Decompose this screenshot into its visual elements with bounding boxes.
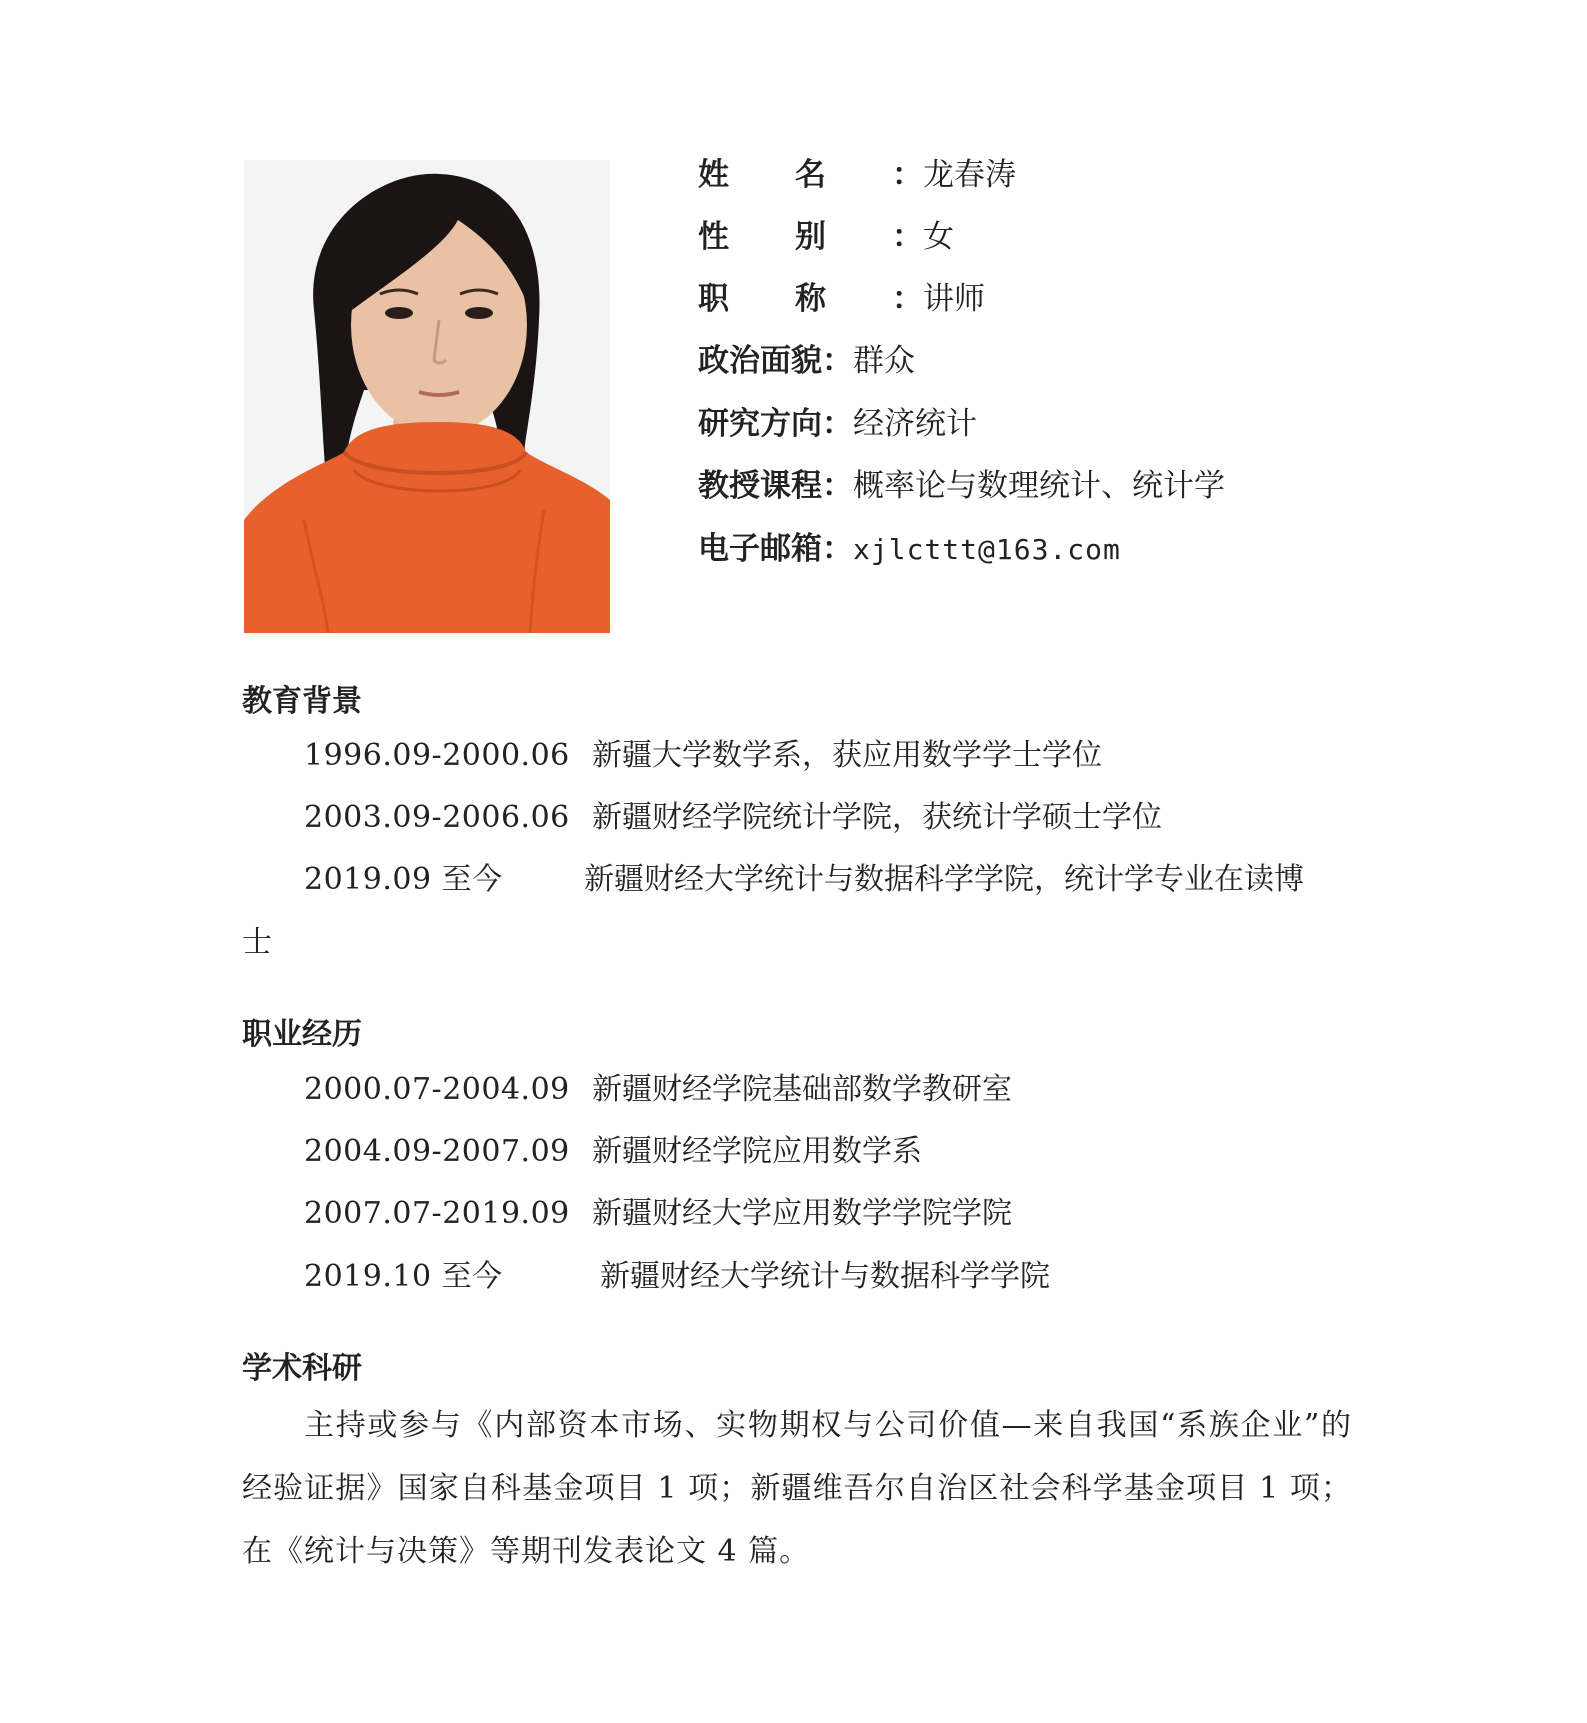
education-date: 1996.09-2000.06: [304, 738, 570, 773]
research-label: 研究方向: [698, 406, 822, 442]
name-row: [698, 155, 1016, 195]
title-row: [698, 279, 985, 319]
career-desc: 新疆财经学院基础部数学教研室: [592, 1072, 1012, 1107]
research-colon: ：: [822, 406, 853, 442]
career-item: [304, 1132, 1354, 1172]
education-item: [304, 860, 1354, 900]
career-item: [304, 1070, 1354, 1110]
gender-label: [698, 217, 892, 257]
courses-colon: ：: [822, 468, 853, 504]
email-value[interactable]: xjlcttt@163.com: [853, 533, 1121, 566]
research-heading: 学术科研: [242, 1351, 362, 1386]
education-desc: 新疆财经大学统计与数据科学学院，统计学专业在读博: [584, 862, 1304, 897]
courses-value: 概率论与数理统计、统计学: [853, 468, 1225, 504]
email-colon: ：: [822, 531, 853, 567]
career-heading: 职业经历: [242, 1017, 362, 1052]
name-label: [698, 155, 892, 195]
gender-colon: ：: [892, 219, 923, 255]
gender-value: 女: [923, 219, 954, 255]
career-item: [304, 1257, 1354, 1297]
education-heading: 教育背景: [242, 684, 362, 719]
education-item: [304, 798, 1354, 838]
title-label: [698, 279, 892, 319]
education-wrap-tail: 士: [242, 925, 272, 960]
education-date: 2003.09-2006.06: [304, 800, 570, 835]
research-row: [698, 404, 977, 444]
title-value: 讲师: [923, 281, 985, 317]
education-desc: 新疆大学数学系，获应用数学学士学位: [592, 738, 1102, 773]
name-value: 龙春涛: [923, 157, 1016, 193]
research-value: 经济统计: [853, 406, 977, 442]
gender-row: [698, 217, 954, 257]
career-desc: 新疆财经大学应用数学学院学院: [592, 1196, 1012, 1231]
courses-label: 教授课程: [698, 468, 822, 504]
career-date: 2000.07-2004.09: [304, 1072, 570, 1107]
name-colon: ：: [892, 157, 923, 193]
political-row: [698, 341, 915, 381]
career-date: 2004.09-2007.09: [304, 1134, 570, 1169]
research-paragraph: 主持或参与《内部资本市场、实物期权与公司价值—来自我国“系族企业”的经验证据》国家自科基金项目 1 项；新疆维吾尔自治区社会科学基金项目 1 项；在《统计与决策》等期刊发表论文 4 篇。: [242, 1408, 1352, 1569]
gender-label-text: 性别: [698, 219, 892, 255]
profile-photo: [244, 160, 610, 633]
political-colon: ：: [822, 343, 853, 379]
career-date: 2007.07-2019.09: [304, 1196, 570, 1231]
career-desc: 新疆财经大学统计与数据科学学院: [600, 1259, 1050, 1294]
portrait-illustration: [244, 160, 610, 633]
email-row: [698, 529, 1121, 569]
career-desc: 新疆财经学院应用数学系: [592, 1134, 922, 1169]
political-value: 群众: [853, 343, 915, 379]
career-date: 2019.10 至今: [304, 1259, 503, 1294]
email-label: 电子邮箱: [698, 531, 822, 567]
name-label-text: 姓名: [698, 157, 892, 193]
education-date: 2019.09 至今: [304, 862, 503, 897]
career-item: [304, 1194, 1354, 1234]
title-colon: ：: [892, 281, 923, 317]
courses-row: [698, 466, 1225, 506]
title-label-text: 职称: [698, 281, 892, 317]
political-label: 政治面貌: [698, 343, 822, 379]
education-item: [304, 736, 1354, 776]
education-desc: 新疆财经学院统计学院，获统计学硕士学位: [592, 800, 1162, 835]
